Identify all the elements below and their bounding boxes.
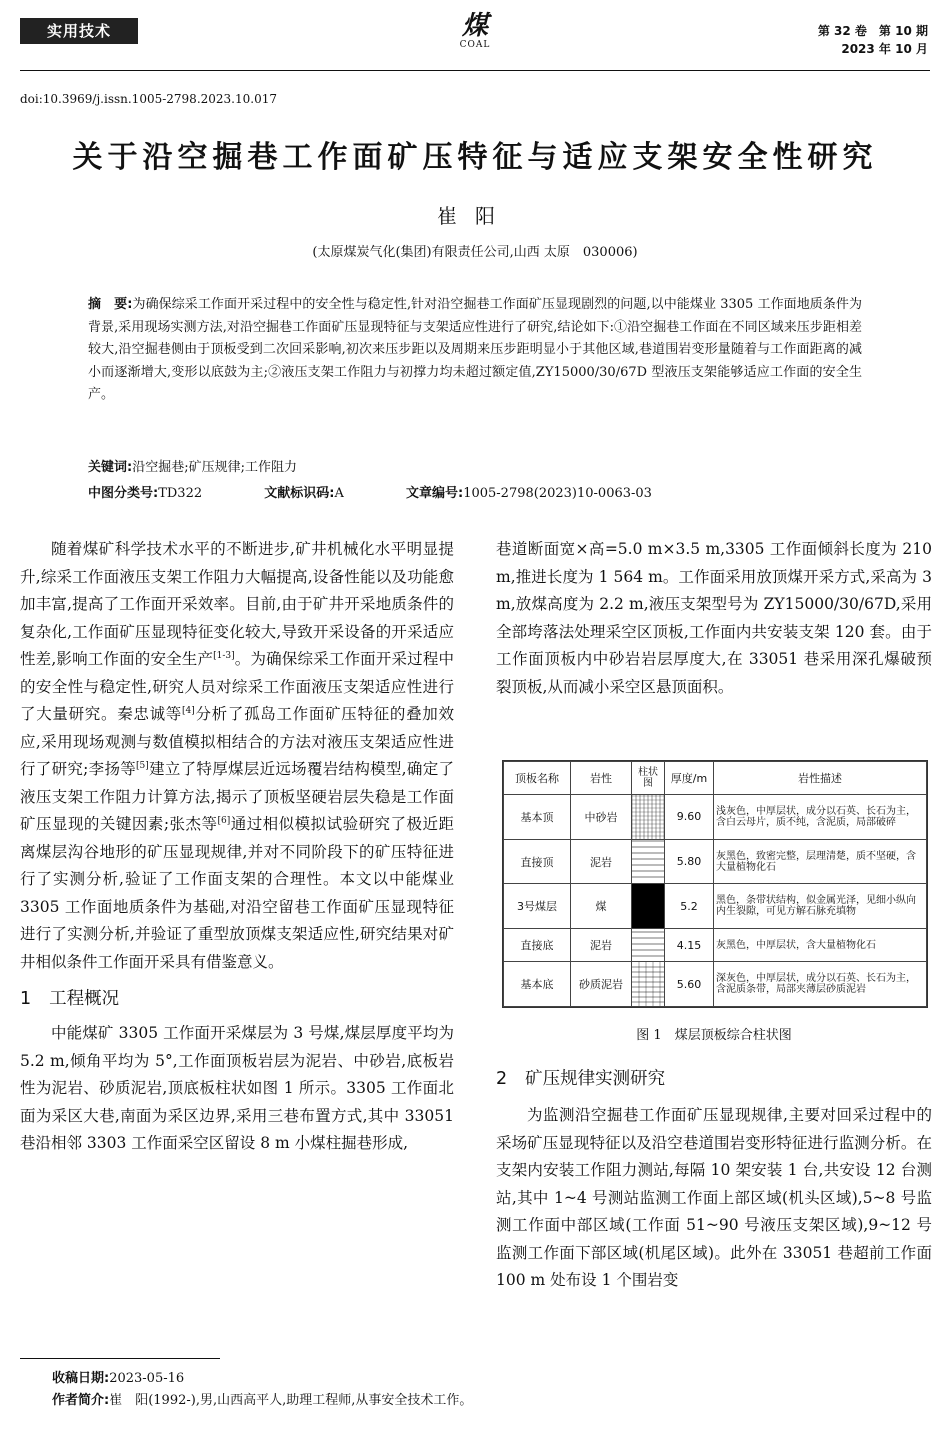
journal-logo-text: COAL: [459, 40, 491, 50]
classification-line: [88, 482, 868, 501]
doc-code-label: 文献标识码:: [264, 486, 335, 501]
paper-title: 关于沿空掘巷工作面矿压特征与适应支架安全性研究: [72, 140, 878, 175]
doc-code-value: A: [334, 486, 344, 501]
citation-1-3: [1-3]: [213, 650, 235, 661]
strata-row: 基本底 砂质泥岩 5.60 深灰色，中厚层状，成分以石英、长石为主，含泥质条带，局部夹薄层砂质泥岩: [504, 962, 927, 1007]
strata-row: 基本顶 中砂岩 9.60 浅灰色，中厚层状，成分以石英、长石为主，含白云母片，质不纯，含泥质，局部破碎: [504, 795, 927, 840]
bio-label: 作者简介:: [52, 1393, 110, 1408]
section-1-continued: 巷道断面宽×高=5.0 m×3.5 m,3305 工作面倾斜长度为 210 m,推进长度为 1 564 m。工作面采用放顶煤开采方式,采高为 3 m,放煤高度为 2.2 m,液压支架型号为 ZY15000/30/67D,采用全部垮落法处理采空区顶板,工作面内共安装支架 120 套。由于工作面顶板内中砂岩岩层厚度大,在 33051 巷采用深孔爆破预裂顶板,从而减小采空区悬顶面积。: [496, 540, 932, 696]
strata-row: 3号煤层 煤 5.2 黑色，条带状结构，似金属光泽，见细小纵向内生裂隙，可见方解石脉充填物: [504, 884, 927, 929]
col-header-lithology: 岩性: [571, 762, 632, 795]
lithology-pattern-mudstone: [632, 929, 665, 962]
lithology-pattern-mudstone: [632, 839, 665, 884]
section-2-heading: 2 矿压规律实测研究: [496, 1069, 666, 1089]
footnote: [52, 1368, 472, 1412]
received-date: 2023-05-16: [109, 1371, 185, 1386]
lithology-pattern-coal: [632, 884, 665, 929]
header-divider: [20, 70, 930, 71]
article-number-value: 1005-2798(2023)10-0063-03: [463, 486, 652, 501]
col-header-thickness: 厚度/m: [665, 762, 714, 795]
issue-date: 2023 年 10 月: [841, 42, 928, 56]
received-label: 收稿日期:: [52, 1371, 110, 1386]
right-column: [496, 536, 932, 701]
figure-caption: 图 1 煤层顶板综合柱状图: [636, 1028, 792, 1043]
section-1-heading: 1 工程概况: [20, 989, 120, 1009]
abstract-label: 摘 要:: [88, 297, 133, 312]
affiliation: (太原煤炭气化(集团)有限责任公司,山西 太原 030006): [312, 245, 638, 260]
section-2-paragraph: 为监测沿空掘巷工作面矿压显现规律,主要对回采过程中的采场矿压显现特征以及沿空巷道围岩变形特征进行监测分析。在支架内安装工作阻力测站,每隔 10 架安装 1 台,共安设 12 台测站,其中 1~4 号测站监测工作面上部区域(机头区域),5~8 号监测工作面中部区域(工作面 51~90 号液压支架区域),9~12 号监测工作面下部区域(机尾区域)。此外在 33051 巷超前工作面 100 m 处布设 1 个围岩变: [496, 1106, 932, 1289]
lithology-pattern-sandstone: [632, 795, 665, 840]
clc-value: TD322: [158, 486, 203, 501]
author-bio: 崔 阳(1992-),男,山西高平人,助理工程师,从事安全技术工作。: [109, 1393, 473, 1408]
keywords-text: 沿空掘巷;矿压规律;工作阻力: [132, 460, 297, 475]
keywords-label: 关键词:: [88, 460, 133, 475]
citation-4: [4]: [182, 705, 195, 716]
section-1-paragraph: 中能煤矿 3305 工作面开采煤层为 3 号煤,煤层厚度平均为 5.2 m,倾角平均为 5°,工作面顶板岩层为泥岩、中砂岩,底板岩性为泥岩、砂质泥岩,顶底板柱状如图 1 所示。3305 工作面北面为采区大巷,南面为采区边界,采用三巷布置方式,其中 33051 巷沿相邻 3303 工作面采空区留设 8 m 小煤柱掘巷形成,: [20, 1024, 454, 1152]
lithology-pattern-sandy-mudstone: [632, 962, 665, 1007]
citation-5: [5]: [136, 760, 149, 771]
keywords: [88, 456, 297, 475]
citation-6: [6]: [217, 815, 231, 826]
col-header-description: 岩性描述: [714, 762, 927, 795]
clc-label: 中图分类号:: [88, 486, 159, 501]
section-tag: 实用技术: [20, 18, 138, 44]
footnote-divider: [20, 1358, 220, 1359]
strata-row: 直接顶 泥岩 5.80 灰黑色，致密完整，层理清楚，质不坚硬，含大量植物化石: [504, 839, 927, 884]
abstract: [88, 294, 862, 407]
issue-info: [818, 22, 928, 58]
left-column: [20, 536, 454, 1158]
abstract-text: 为确保综采工作面开采过程中的安全性与稳定性,针对沿空掘巷工作面矿压显现剧烈的问题,以中能煤业 3305 工作面地质条件为背景,采用现场实测方法,对沿空掘巷工作面矿压显现特征与支架适应性进行了研究,结论如下:①沿空掘巷工作面在不同区域来压步距相差较大,沿空掘巷侧由于顶板受到二次回采影响,初次来压步距以及周期来压步距明显小于其他区域,巷道围岩变形量随着与工作面距离的减小而逐渐增大,变形以底鼓为主;②液压支架工作阻力与初撑力均未超过额定值,ZY15000/30/67D 型液压支架能够适应工作面的安全生产。: [88, 297, 862, 403]
strata-row: 直接底 泥岩 4.15 灰黑色，中厚层状，含大量植物化石: [504, 929, 927, 962]
col-header-name: 顶板名称: [504, 762, 571, 795]
stratigraphic-column-figure: [502, 760, 928, 1008]
doi: doi:10.3969/j.issn.1005-2798.2023.10.017: [20, 92, 277, 106]
journal-logo: [440, 12, 510, 50]
right-column-lower: [496, 1064, 932, 1295]
article-number-label: 文章编号:: [406, 486, 464, 501]
journal-logo-glyph: 煤: [461, 11, 488, 41]
volume-issue: 第 32 卷 第 10 期: [817, 24, 928, 38]
col-header-column: 柱状图: [632, 762, 665, 795]
author: 崔阳: [437, 204, 513, 228]
intro-paragraph: 随着煤矿科学技术水平的不断进步,矿井机械化水平明显提升,综采工作面液压支架工作阻力大幅提高,设备性能以及功能愈加丰富,提高了工作面开采效率。目前,由于矿井开采地质条件的复杂化,工作面矿压显现特征变化较大,导致开采设备的开采适应性差,影响工作面的安全生产[1-3]。为确保综采工作面开采过程中的安全性与稳定性,研究人员对综采工作面液压支架适应性进行了大量研究。秦忠诚等[4]分析了孤岛工作面矿压特征的叠加效应,采用现场观测与数值模拟相结合的方法对液压支架适应性进行了研究;李扬等[5]建立了特厚煤层近远场覆岩结构模型,确定了液压支架工作阻力计算方法,揭示了顶板坚硬岩层失稳是工作面矿压显现的关键因素;张杰等[6]通过相似模拟试验研究了极近距离煤层沟谷地形的矿压显现规律,并对不同阶段下的矿压特征进行了实测分析,验证了工作面支架的合理性。本文以中能煤业 3305 工作面地质条件为基础,对沿空留巷工作面矿压显现特征进行了实测分析,并验证了重型放顶煤支架适应性,研究结果对矿井相似条件工作面开采具有借鉴意义。: [20, 540, 454, 971]
